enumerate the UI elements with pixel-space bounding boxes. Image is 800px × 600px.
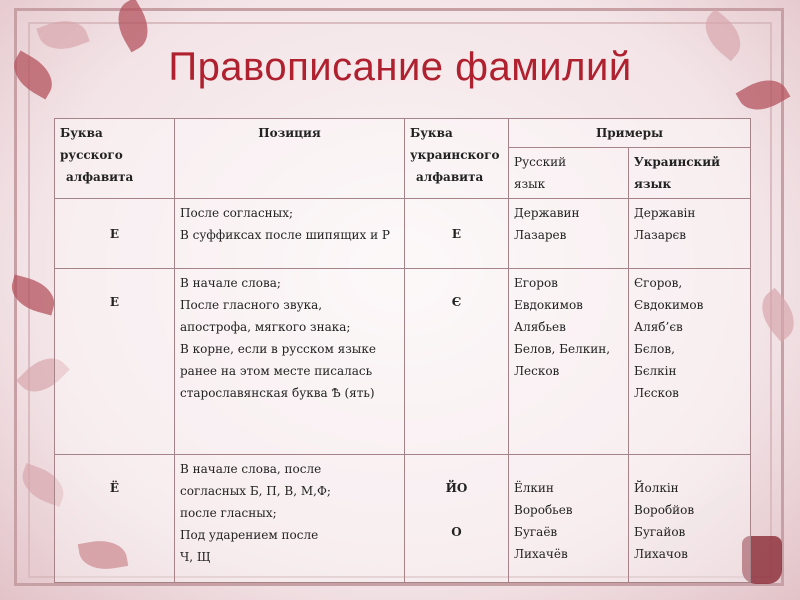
header-ukrainian-letter: Буква украинского алфавита bbox=[405, 119, 509, 199]
header-ukrainian-language: Украинский язык bbox=[629, 148, 751, 199]
cell-position: В начале слова, после согласных Б, П, В, М,Ф; после гласных; Под ударением после Ч, Щ bbox=[175, 455, 405, 583]
header-russian-language: Русский язык bbox=[509, 148, 629, 199]
cell-position: После согласных; В суффиксах после шипящих и Р bbox=[175, 199, 405, 269]
cell-examples-ukrainian: Йолкін Воробйов Бугайов Лихачов bbox=[629, 455, 751, 583]
table-row bbox=[55, 199, 751, 269]
cell-russian-letter: Ё bbox=[55, 455, 175, 583]
table-header-row bbox=[55, 119, 751, 148]
cell-ukrainian-letter: ЙО О bbox=[405, 455, 509, 583]
table-row bbox=[55, 269, 751, 455]
slide-title: Правописание фамилий bbox=[168, 45, 632, 89]
cell-examples-russian: Ёлкин Воробьев Бугаёв Лихачёв bbox=[509, 455, 629, 583]
cell-russian-letter: Е bbox=[55, 199, 175, 269]
cell-russian-letter: Е bbox=[55, 269, 175, 455]
cell-examples-ukrainian: Державін Лазарєв bbox=[629, 199, 751, 269]
table-row bbox=[55, 455, 751, 583]
cell-ukrainian-letter: Є bbox=[405, 269, 509, 455]
cell-ukrainian-letter: Е bbox=[405, 199, 509, 269]
header-examples: Примеры bbox=[509, 119, 751, 148]
spelling-table bbox=[54, 118, 751, 583]
cell-examples-russian: Егоров Евдокимов Алябьев Белов, Белкин, Лесков bbox=[509, 269, 629, 455]
cell-examples-ukrainian: Єгоров, Євдокимов Аляб’єв Бєлов, Бєлкін Лєсков bbox=[629, 269, 751, 455]
cell-examples-russian: Державин Лазарев bbox=[509, 199, 629, 269]
header-russian-letter: Буква русского алфавита bbox=[55, 119, 175, 199]
cell-position: В начале слова; После гласного звука, апострофа, мягкого знака; В корне, если в русском языке ранее на этом месте писалась старославянская буква Ѣ (ять) bbox=[175, 269, 405, 455]
header-position: Позиция bbox=[175, 119, 405, 199]
